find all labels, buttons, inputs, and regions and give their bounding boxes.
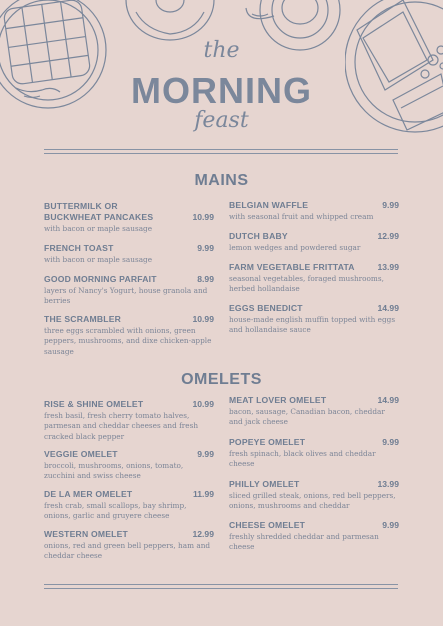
item-price: 9.99 xyxy=(382,520,399,530)
item-description: onions, red and green bell peppers, ham and cheddar cheese xyxy=(44,541,211,561)
item-description: lemon wedges and powdered sugar xyxy=(229,243,361,252)
menu-item xyxy=(229,437,399,470)
menu-item xyxy=(229,231,399,253)
item-description: fresh basil, fresh cherry tomato halves, parmesan and cheddar cheeses and fresh cracked black pepper xyxy=(44,411,199,441)
title-the: the xyxy=(203,38,240,63)
item-price: 12.99 xyxy=(377,231,399,241)
divider xyxy=(44,149,398,150)
item-name: THE SCRAMBLER xyxy=(44,314,122,324)
item-price: 10.99 xyxy=(192,314,214,324)
item-name: GOOD MORNING PARFAIT xyxy=(44,274,157,284)
menu-item xyxy=(229,520,399,553)
item-price: 12.99 xyxy=(192,529,214,539)
divider xyxy=(44,153,398,154)
page-title: MORNING xyxy=(131,70,312,111)
item-name: BUTTERMILK OR BUCKWHEAT PANCAKES xyxy=(44,201,154,222)
item-price: 14.99 xyxy=(377,395,399,405)
menu-item xyxy=(229,479,399,512)
menu-item xyxy=(44,529,214,562)
divider xyxy=(44,584,398,585)
item-name: BELGIAN WAFFLE xyxy=(229,200,309,210)
item-price: 10.99 xyxy=(192,399,214,409)
divider xyxy=(44,588,398,589)
item-description: fresh crab, small scallops, bay shrimp, onions, garlic and gruyere cheese xyxy=(44,501,187,521)
menu-item xyxy=(44,449,214,482)
item-description: fresh spinach, black olives and cheddar cheese xyxy=(229,449,376,469)
item-name: POPEYE OMELET xyxy=(229,437,306,447)
item-price: 13.99 xyxy=(377,262,399,272)
item-name: MEAT LOVER OMELET xyxy=(229,395,327,405)
menu-item xyxy=(44,399,214,442)
menu-item xyxy=(229,200,399,222)
item-name: VEGGIE OMELET xyxy=(44,449,118,459)
item-price: 8.99 xyxy=(197,274,214,284)
item-description: house-made english muffin topped with eggs and hollandaise sauce xyxy=(229,315,396,335)
item-name: PHILLY OMELET xyxy=(229,479,300,489)
item-price: 13.99 xyxy=(377,479,399,489)
item-description: broccoli, mushrooms, onions, tomato, zucchini and swiss cheese xyxy=(44,461,184,481)
menu-item xyxy=(229,262,399,295)
item-price: 14.99 xyxy=(377,303,399,313)
item-description: sliced grilled steak, onions, red bell peppers, onions, mushrooms and cheddar xyxy=(229,491,396,511)
menu-item xyxy=(229,303,399,336)
menu-item xyxy=(44,314,214,357)
item-price: 11.99 xyxy=(192,489,214,499)
item-name: CHEESE OMELET xyxy=(229,520,306,530)
menu-item xyxy=(44,243,214,265)
item-description: bacon, sausage, Canadian bacon, cheddar and jack cheese xyxy=(229,407,385,427)
item-price: 9.99 xyxy=(197,243,214,253)
item-description: with seasonal fruit and whipped cream xyxy=(229,212,374,221)
item-name: WESTERN OMELET xyxy=(44,529,128,539)
item-name: DE LA MER OMELET xyxy=(44,489,133,499)
item-description: with bacon or maple sausage xyxy=(44,224,153,233)
menu-item xyxy=(44,489,214,522)
item-description: with bacon or maple sausage xyxy=(44,255,153,264)
page-subtitle: feast xyxy=(194,108,249,133)
item-name: DUTCH BABY xyxy=(229,231,288,241)
item-name: EGGS BENEDICT xyxy=(229,303,303,313)
item-description: layers of Nancy's Yogurt, house granola and berries xyxy=(44,286,208,306)
item-name: FRENCH TOAST xyxy=(44,243,114,253)
item-name: RISE & SHINE OMELET xyxy=(44,399,144,409)
menu-item xyxy=(229,395,399,428)
item-description: freshly shredded cheddar and parmesan cheese xyxy=(229,532,379,552)
item-price: 10.99 xyxy=(192,212,214,222)
item-price: 9.99 xyxy=(197,449,214,459)
section-title-omelets: OMELETS xyxy=(181,371,262,388)
menu-item xyxy=(44,274,214,307)
item-price: 9.99 xyxy=(382,200,399,210)
item-description: three eggs scrambled with onions, green peppers, mushrooms, and dixe chicken-apple sausage xyxy=(44,326,212,356)
donut-icon xyxy=(122,0,218,42)
item-name: FARM VEGETABLE FRITTATA xyxy=(229,262,355,272)
item-price: 9.99 xyxy=(382,437,399,447)
section-title-mains: MAINS xyxy=(194,172,249,189)
menu-item xyxy=(44,201,214,234)
item-description: seasonal vegetables, foraged mushrooms, herbed hollandaise xyxy=(229,274,384,294)
